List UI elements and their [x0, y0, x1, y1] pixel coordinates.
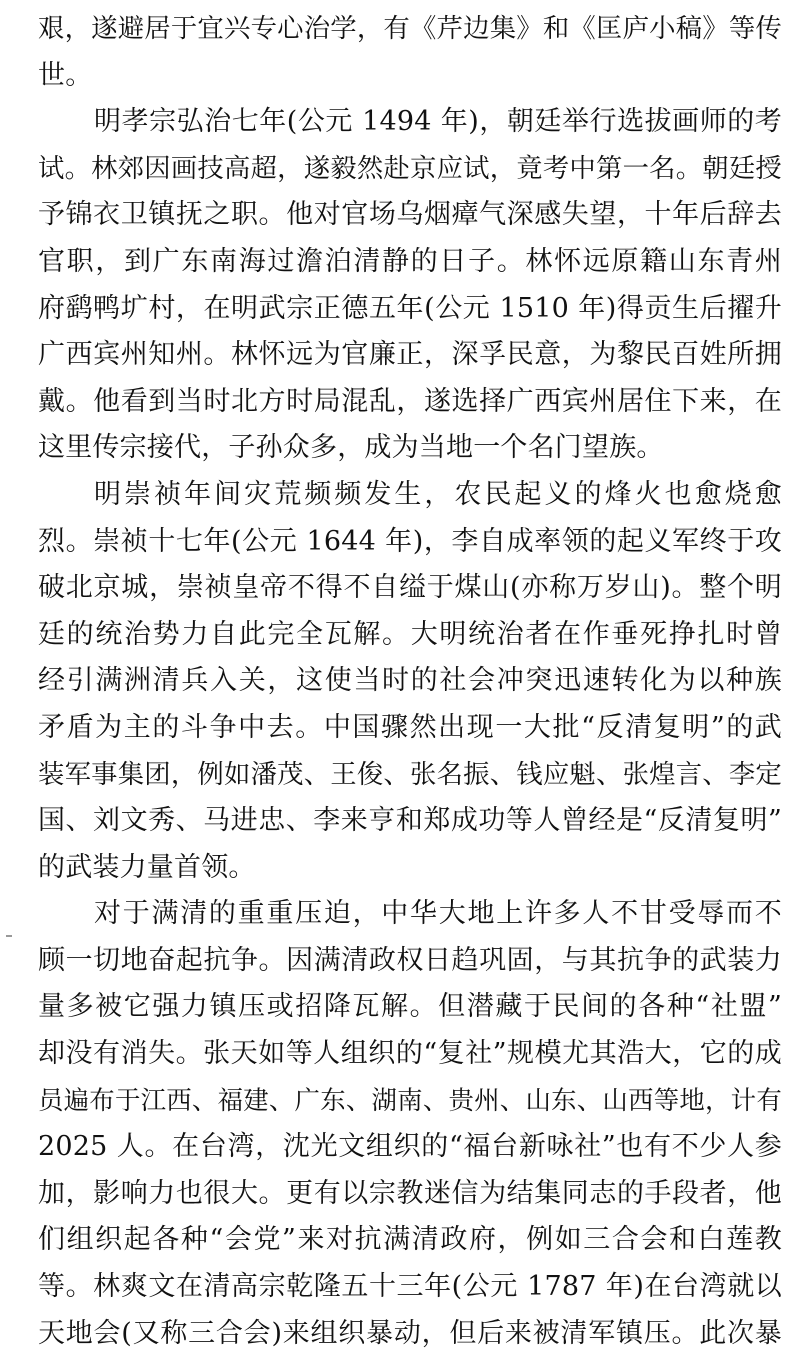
text-line: 国、刘文秀、马进忠、李来亨和郑成功等人曾经是“反清复明” — [38, 805, 782, 837]
body-text — [38, 6, 782, 1357]
text-line: 官职，到广东南海过澹泊清静的日子。林怀远原籍山东青州 — [38, 245, 782, 277]
text-line: 予锦衣卫镇抚之职。他对官场乌烟瘴气深感失望，十年后辞去 — [38, 199, 782, 231]
text-line: 艰，遂避居于宜兴专心治学，有《芹边集》和《匡庐小稿》等传 — [38, 14, 782, 44]
text-line: 顾一切地奋起抗争。因满清政权日趋巩固，与其抗争的武装力 — [38, 944, 782, 976]
text-line: 们组织起各种“会党”来对抗满清政府，例如三合会和白莲教 — [38, 1224, 782, 1256]
text-line: 矛盾为主的斗争中去。中国骤然出现一大批“反清复明”的武 — [38, 711, 782, 743]
text-line: 试。林郊因画技高超，遂毅然赴京应试，竟考中第一名。朝廷授 — [38, 153, 782, 184]
text-line: 员遍布于江西、福建、广东、湖南、贵州、山东、山西等地，计有 — [38, 1085, 782, 1116]
text-line: 装军事集团，例如潘茂、王俊、张名振、钱应魁、张煌言、李定 — [38, 759, 782, 790]
text-line: 经引满洲清兵入关，这使当时的社会冲突迅速转化为以种族 — [38, 665, 782, 697]
text-line: 等。林爽文在清高宗乾隆五十三年(公元 1787 年)在台湾就以 — [38, 1271, 782, 1303]
text-line: 量多被它强力镇压或招降瓦解。但潜藏于民间的各种“社盟” — [38, 991, 782, 1023]
text-line: 世。 — [38, 59, 93, 91]
text-line: 的武装力量首领。 — [38, 851, 256, 883]
text-line: 府鹞鸭圹村，在明武宗正德五年(公元 1510 年)得贡生后擢升 — [38, 292, 782, 324]
scan-artifact-mark — [6, 935, 12, 937]
text-line: 天地会(又称三合会)来组织暴动，但后来被清军镇压。此次暴 — [38, 1317, 782, 1349]
paragraph-start-line: 对于满清的重重压迫，中华大地上许多人不甘受辱而不 — [94, 898, 782, 930]
text-line: 这里传宗接代，子孙众多，成为当地一个名门望族。 — [38, 432, 664, 464]
text-line: 破北京城，崇祯皇帝不得不自缢于煤山(亦称万岁山)。整个明 — [38, 572, 782, 604]
text-line: 加，影响力也很大。更有以宗教迷信为结集同志的手段者，他 — [38, 1177, 782, 1209]
paragraph-start-line: 明孝宗弘治七年(公元 1494 年)，朝廷举行选拔画师的考 — [94, 106, 782, 138]
text-line: 广西宾州知州。林怀远为官廉正，深孚民意，为黎民百姓所拥 — [38, 339, 782, 371]
text-line: 烈。崇祯十七年(公元 1644 年)，李自成率领的起义军终于攻 — [38, 525, 782, 557]
text-line: 却没有消失。张天如等人组织的“复社”规模尤其浩大，它的成 — [38, 1038, 782, 1070]
text-line: 2025 人。在台湾，沈光文组织的“福台新咏社”也有不少人参 — [38, 1131, 782, 1163]
paragraph-start-line: 明崇祯年间灾荒频频发生，农民起义的烽火也愈烧愈 — [94, 478, 782, 510]
text-line: 戴。他看到当时北方时局混乱，遂选择广西宾州居住下来，在 — [38, 385, 782, 417]
text-line: 廷的统治势力自此完全瓦解。大明统治者在作垂死挣扎时曾 — [38, 618, 782, 650]
